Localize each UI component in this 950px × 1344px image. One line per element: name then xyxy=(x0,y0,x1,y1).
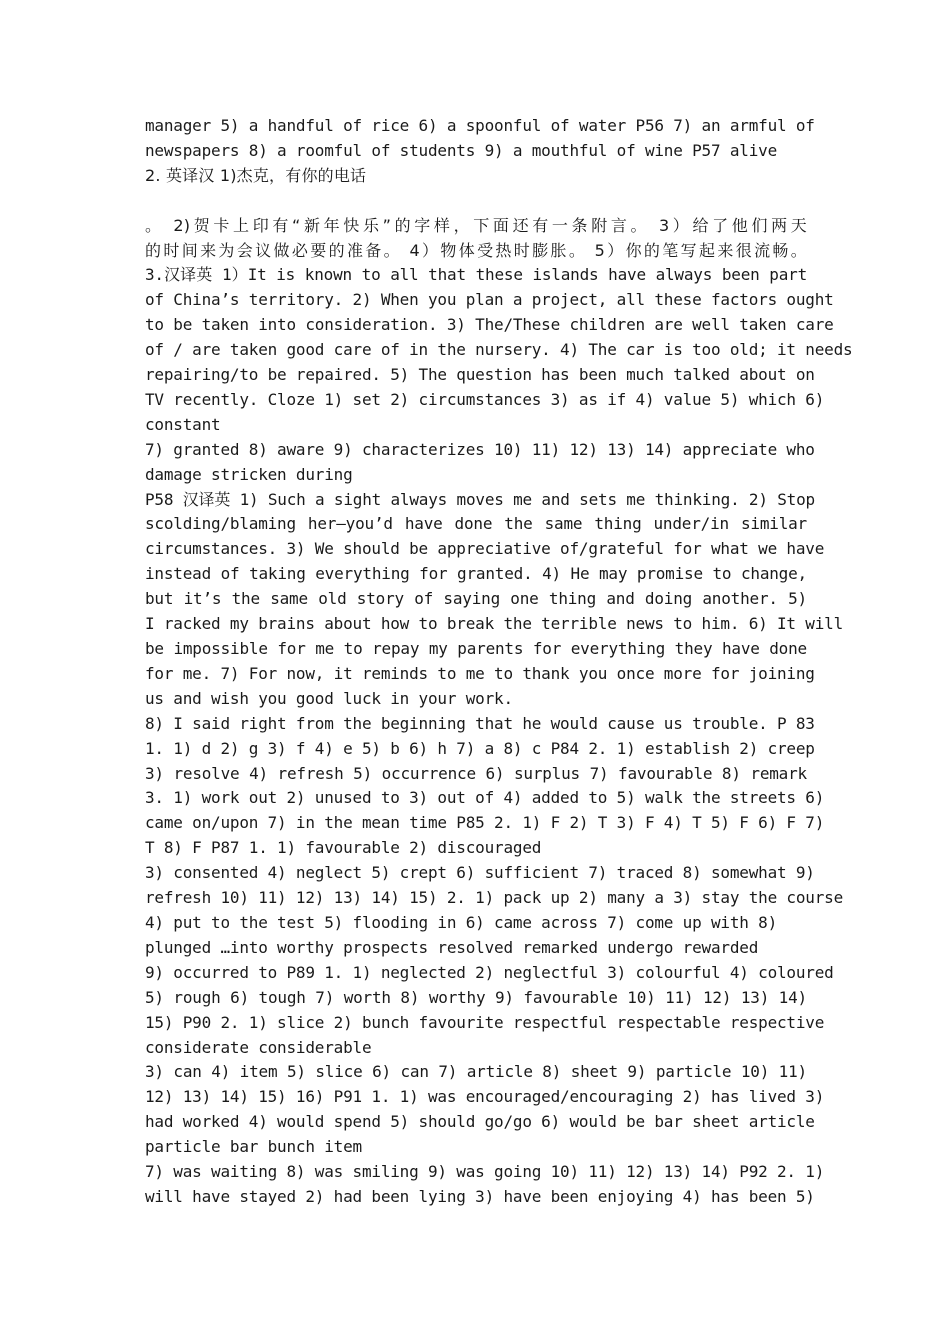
text-line: TV recently. Cloze 1) set 2) circumstances 3) as if 4) value 5) which 6) xyxy=(145,389,825,409)
blank-line xyxy=(145,189,807,214)
text-line: came on/upon 7) in the mean time P85 2. 1) F 2) T 3) F 4) T 5) F 6) F 7) xyxy=(145,813,825,833)
text-line: 3) resolve 4) refresh 5) occurrence 6) surplus 7) favourable 8) remark xyxy=(145,763,807,783)
text-line: repairing/to be repaired. 5) The question has been much talked about on xyxy=(145,365,815,385)
text-line: of China’s territory. 2) When you plan a project, all these factors ought xyxy=(145,290,834,310)
text-line: 9) occurred to P89 1. 1) neglected 2) neglectful 3) colourful 4) coloured xyxy=(145,962,834,982)
text-line: 12) 13) 14) 15) 16) P91 1. 1) was encouraged/encouraging 2) has lived 3) xyxy=(145,1087,825,1107)
text-line: 2. 英译汉 1)杰克，有你的电话 xyxy=(145,165,367,185)
text-line: 。 2)贺卡上印有“新年快乐”的字样，下面还有一条附言。 3）给了他们两天 xyxy=(145,215,807,235)
text-line: to be taken into consideration. 3) The/These children are well taken care xyxy=(145,315,834,335)
text-line: 7) was waiting 8) was smiling 9) was going 10) 11) 12) 13) 14) P92 2. 1) xyxy=(145,1162,825,1182)
text-line: for me. 7) For now, it reminds to me to thank you once more for joining xyxy=(145,663,815,683)
text-line: particle bar bunch item xyxy=(145,1137,362,1157)
text-line: I racked my brains about how to break the terrible news to him. 6) It will xyxy=(145,614,844,634)
text-line: 3. 1) work out 2) unused to 3) out of 4) added to 5) walk the streets 6) xyxy=(145,788,825,808)
text-line: be impossible for me to repay my parents for everything they have done xyxy=(145,639,807,659)
text-line: 1. 1) d 2) g 3) f 4) e 5) b 6) h 7) a 8) c P84 2. 1) establish 2) creep xyxy=(145,738,815,758)
text-line: 7) granted 8) aware 9) characterizes 10) 11) 12) 13) 14) appreciate who xyxy=(145,439,815,459)
text-line: plunged …into worthy prospects resolved remarked undergo rewarded xyxy=(145,937,759,957)
text-line: scolding/blaming her—you’d have done the same thing under/in similar xyxy=(145,514,807,534)
text-line: but it’s the same old story of saying one thing and doing another. 5) xyxy=(145,589,807,609)
text-line: 3) can 4) item 5) slice 6) can 7) article 8) sheet 9) particle 10) 11) xyxy=(145,1062,807,1082)
text-line: had worked 4) would spend 5) should go/go 6) would be bar sheet article xyxy=(145,1112,815,1132)
text-line: manager 5) a handful of rice 6) a spoonful of water P56 7) an armful of xyxy=(145,116,815,135)
text-line: 8) I said right from the beginning that he would cause us trouble. P 83 xyxy=(145,713,815,733)
text-line: 4) put to the test 5) flooding in 6) came across 7) come up with 8) xyxy=(145,912,777,932)
text-line: 15) P90 2. 1) slice 2) bunch favourite respectful respectable respective xyxy=(145,1012,825,1032)
text-line: 3.汉译英 1）It is known to all that these islands have always been part xyxy=(145,265,807,285)
text-line: newspapers 8) a roomful of students 9) a mouthful of wine P57 alive xyxy=(145,140,777,160)
text-line: 5) rough 6) tough 7) worth 8) worthy 9) favourable 10) 11) 12) 13) 14) xyxy=(145,987,807,1007)
text-line: us and wish you good luck in your work. xyxy=(145,688,513,708)
text-line: constant xyxy=(145,414,221,434)
text-line: will have stayed 2) had been lying 3) have been enjoying 4) has been 5) xyxy=(145,1186,815,1206)
text-line: 3) consented 4) neglect 5) crept 6) sufficient 7) traced 8) somewhat 9) xyxy=(145,863,815,883)
text-line: P58 汉译英 1) Such a sight always moves me and sets me thinking. 2) Stop xyxy=(145,489,815,509)
text-line: of / are taken good care of in the nursery. 4) The car is too old; it needs xyxy=(145,340,853,360)
text-line: circumstances. 3) We should be appreciative of/grateful for what we have xyxy=(145,539,825,559)
text-line: damage stricken during xyxy=(145,464,353,484)
document-body xyxy=(145,114,853,1210)
text-line: refresh 10) 11) 12) 13) 14) 15) 2. 1) pack up 2) many a 3) stay the course xyxy=(145,888,844,908)
text-line: T 8) F P87 1. 1) favourable 2) discouraged xyxy=(145,838,542,858)
text-line: instead of taking everything for granted. 4) He may promise to change, xyxy=(145,564,807,584)
text-line: 的时间来为会议做必要的准备。 4）物体受热时膨胀。 5）你的笔写起来很流畅。 xyxy=(145,240,807,260)
text-line: considerate considerable xyxy=(145,1037,372,1057)
